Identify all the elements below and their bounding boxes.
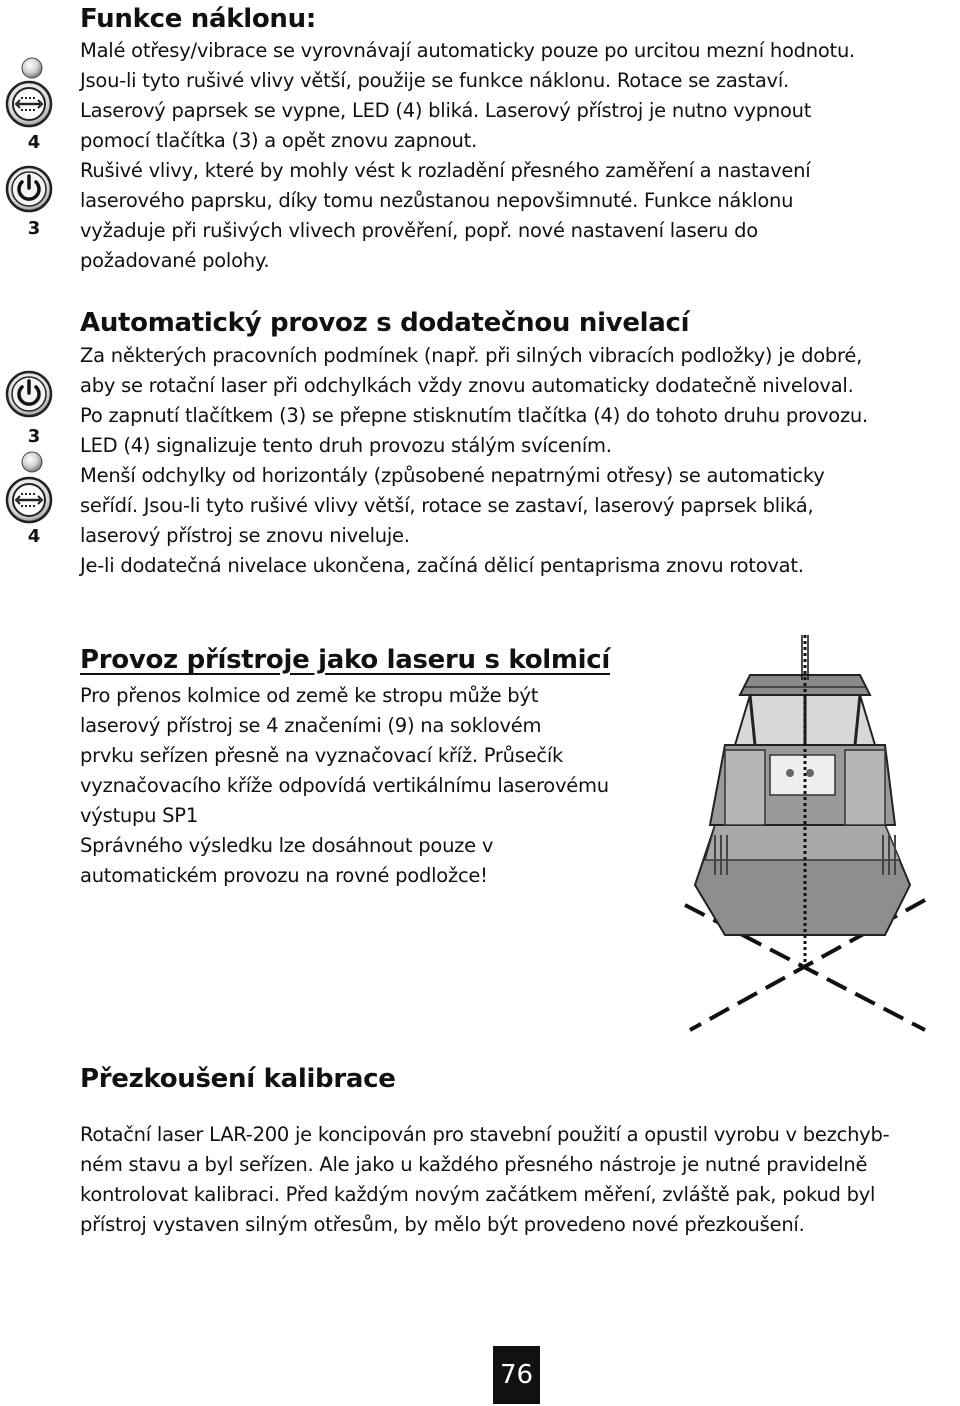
calibration-check-section xyxy=(80,1064,889,1240)
text-line: Laserový paprsek se vypne, LED (4) bliká. Laserový přístroj je nutno vypnout xyxy=(80,99,812,122)
tilt-button-icon xyxy=(5,476,53,524)
tilt-button-icon xyxy=(5,80,53,128)
text-line: Rušivé vlivy, které by mohly vést k rozladění přesného zaměření a nastavení xyxy=(80,159,811,182)
text-line: Za některých pracovních podmínek (např. při silných vibracích podložky) je dobré, xyxy=(80,344,863,367)
text-line: vyžaduje při rušivých vlivech prověření, popř. nové nastavení laseru do xyxy=(80,219,758,242)
section-title: Automatický provoz s dodatečnou nivelací xyxy=(80,308,690,338)
text-line: kontrolovat kalibraci. Před každým novým začátkem měření, zvláště pak, pokud byl xyxy=(80,1183,876,1206)
text-line: laserový přístroj se znovu niveluje. xyxy=(80,524,410,547)
text-line: automatickém provozu na rovné podložce! xyxy=(80,864,488,887)
led-indicator-icon xyxy=(20,450,44,474)
text-line: Menší odchylky od horizontály (způsobené nepatrnými otřesy) se automaticky xyxy=(80,464,825,487)
text-line: Jsou-li tyto rušivé vlivy větší, použije se funkce náklonu. Rotace se zastaví. xyxy=(80,69,789,92)
text-line: výstupu SP1 xyxy=(80,804,198,827)
power-label: 3 xyxy=(27,426,41,447)
text-line: seřídí. Jsou-li tyto rušivé vlivy větší, rotace se zastaví, laserový paprsek bliká, xyxy=(80,494,814,517)
text-line: Malé otřesy/vibrace se vyrovnávají automaticky pouze po urcitou mezní hodnotu. xyxy=(80,39,856,62)
text-line: ném stavu a byl seřízen. Ale jako u každého přesného nástroje je nutné pravidelně xyxy=(80,1153,868,1176)
section-title: Přezkoušení kalibrace xyxy=(80,1064,396,1094)
led-label: 4 xyxy=(27,132,41,153)
text-line: Správného výsledku lze dosáhnout pouze v xyxy=(80,834,494,857)
text-line: prvku seřízen přesně na vyznačovací kříž. Průsečík xyxy=(80,744,564,767)
text-line: laserového paprsku, díky tomu nezůstanou nepovšimnuté. Funkce náklonu xyxy=(80,189,794,212)
text-line: Po zapnutí tlačítkem (3) se přepne stisknutím tlačítka (4) do tohoto druhu provozu. xyxy=(80,404,868,427)
text-line: Je-li dodatečná nivelace ukončena, začíná dělicí pentaprisma znovu rotovat. xyxy=(80,554,804,577)
power-button-icon xyxy=(5,370,53,418)
power-label: 3 xyxy=(27,218,41,239)
text-line: přístroj vystaven silným otřesům, by mělo být provedeno nové přezkoušení. xyxy=(80,1213,805,1236)
led-indicator-icon xyxy=(20,56,44,80)
text-line: vyznačovacího kříže odpovídá vertikálnímu laserovému xyxy=(80,774,609,797)
text-line: Pro přenos kolmice od země ke stropu může být xyxy=(80,684,539,707)
plumb-laser-section xyxy=(80,645,610,891)
text-line: aby se rotační laser při odchylkách vždy znovu automaticky dodatečně niveloval. xyxy=(80,374,854,397)
page-number: 76 xyxy=(493,1346,540,1404)
text-line: Rotační laser LAR-200 je koncipován pro stavební použití a opustil vyrobu v bezchyb- xyxy=(80,1123,890,1146)
power-button-icon xyxy=(5,165,53,213)
text-line: požadované polohy. xyxy=(80,249,270,272)
tilt-function-section xyxy=(80,4,855,276)
text-line: laserový přístroj se 4 značeními (9) na soklovém xyxy=(80,714,542,737)
led-label: 4 xyxy=(27,526,41,547)
section-title: Funkce náklonu: xyxy=(80,4,316,34)
text-line: LED (4) signalizuje tento druh provozu stálým svícením. xyxy=(80,434,612,457)
section-title: Provoz přístroje jako laseru s kolmicí xyxy=(80,645,611,675)
text-line: pomocí tlačítka (3) a opět znovu zapnout. xyxy=(80,129,478,152)
auto-releveling-section xyxy=(80,308,868,581)
rotary-laser-plumb-illustration xyxy=(655,635,955,1055)
